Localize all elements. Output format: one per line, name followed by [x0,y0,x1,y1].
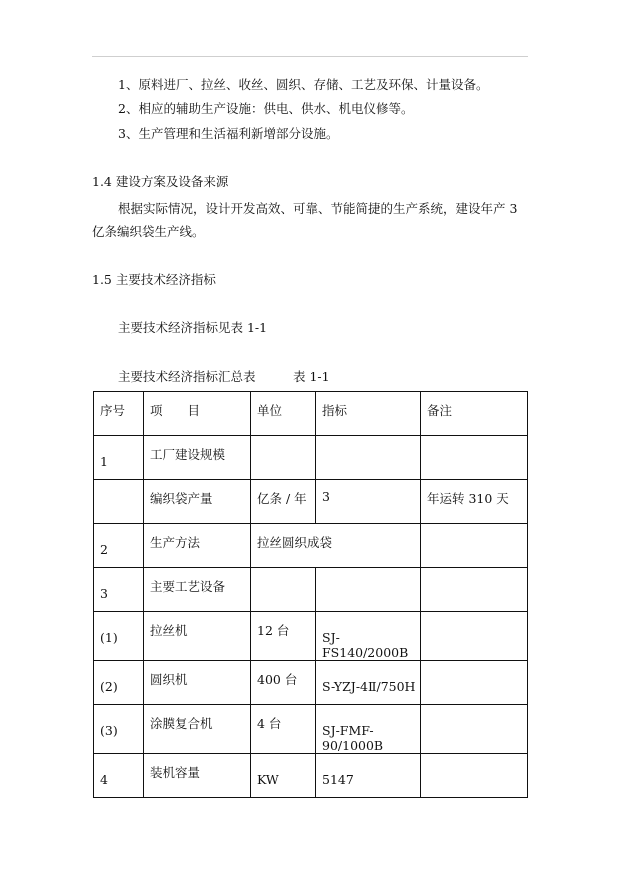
cell-value: S-YZJ-4Ⅱ/750H [316,661,421,705]
cell-unit: 亿条 / 年 [251,480,316,524]
cell-item: 主要工艺设备 [144,568,251,612]
table-row [94,661,528,705]
cell-value: 3 [316,480,421,524]
header-cell-value: 指标 [316,392,421,436]
technical-indicators-table [93,391,528,798]
header-cell-note: 备注 [421,392,528,436]
cell-note [421,568,528,612]
table-number: 表 1-1 [293,369,330,384]
list-item-1: 1、原料进厂、拉丝、收丝、圆织、存储、工艺及环保、计量设备。 [118,77,489,92]
cell-unit [251,568,316,612]
cell-no [94,480,144,524]
cell-item: 圆织机 [144,661,251,705]
list-item-3: 3、生产管理和生活福利新增部分设施。 [118,126,339,141]
cell-unit: 12 台 [251,612,316,661]
cell-value [316,568,421,612]
cell-no: (2) [94,661,144,705]
cell-item: 涂膜复合机 [144,705,251,754]
table-caption: 主要技术经济指标汇总表 [118,369,256,384]
cell-value: SJ-FS140/2000B [316,612,421,661]
header-cell-no: 序号 [94,392,144,436]
cell-note [421,705,528,754]
cell-note: 年运转 310 天 [421,480,528,524]
cell-value: 5147 [316,754,421,798]
header-rule [92,56,528,57]
cell-item: 工厂建设规模 [144,436,251,480]
cell-no: (1) [94,612,144,661]
section-heading-1-5: 1.5 主要技术经济指标 [92,272,216,287]
cell-unit: KW [251,754,316,798]
cell-note [421,612,528,661]
table-row [94,480,528,524]
table-header-row [94,392,528,436]
cell-merged-method: 拉丝圆织成袋 [251,524,421,568]
paragraph-1-4-line2: 亿条编织袋生产线。 [92,224,205,239]
cell-unit: 4 台 [251,705,316,754]
cell-unit: 400 台 [251,661,316,705]
header-cell-item: 项 目 [144,392,251,436]
cell-value: SJ-FMF-90/1000B [316,705,421,754]
table-row [94,705,528,754]
cell-value [316,436,421,480]
cell-item: 拉丝机 [144,612,251,661]
table-row [94,754,528,798]
header-cell-unit: 单位 [251,392,316,436]
section-heading-1-4: 1.4 建设方案及设备来源 [92,174,229,189]
cell-note [421,436,528,480]
table-row [94,524,528,568]
cell-no: 4 [94,754,144,798]
cell-no: (3) [94,705,144,754]
cell-no: 3 [94,568,144,612]
cell-note [421,661,528,705]
table-row [94,436,528,480]
table-row [94,612,528,661]
cell-note [421,754,528,798]
cell-unit [251,436,316,480]
list-item-2: 2、相应的辅助生产设施：供电、供水、机电仪修等。 [118,101,414,116]
cell-item: 装机容量 [144,754,251,798]
cell-no: 1 [94,436,144,480]
cell-note [421,524,528,568]
cell-item: 编织袋产量 [144,480,251,524]
table-row [94,568,528,612]
cell-no: 2 [94,524,144,568]
table-intro: 主要技术经济指标见表 1-1 [118,320,268,335]
cell-item: 生产方法 [144,524,251,568]
paragraph-1-4-line1: 根据实际情况，设计开发高效、可靠、节能简捷的生产系统，建设年产 3 [118,201,518,216]
